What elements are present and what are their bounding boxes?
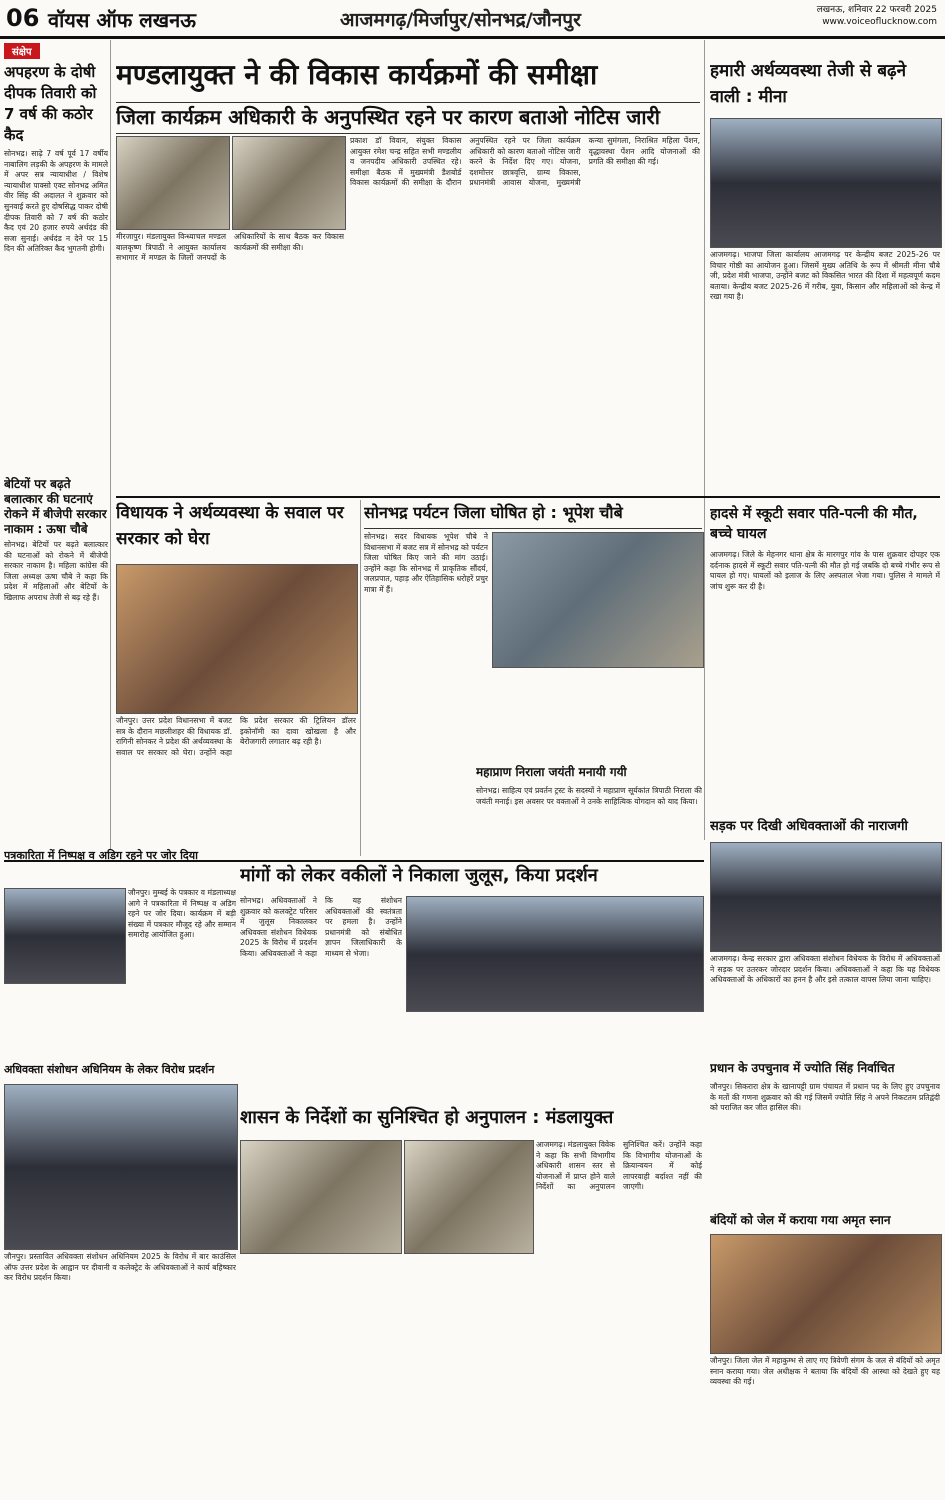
pradhan-body-box xyxy=(710,1082,940,1206)
right-top-body-box xyxy=(710,250,940,500)
brief2-body: सोनभद्र। बेटियों पर बढ़ते बलात्कार की घटनाओं को रोकने में बीजेपी सरकार नाकाम है। महिला कांग्रेस की जिला अध्यक्ष ऊषा चौबे ने कहा कि प्रदेश में महिलाओं और बेटियों के खिलाफ अपराध तेजी से बढ़ रहे हैं। xyxy=(4,540,108,602)
vidhayak-head xyxy=(116,500,356,560)
shasan-photo-1 xyxy=(240,1140,402,1254)
right-top-photo xyxy=(710,118,942,248)
lawyers-right-body: आजमगढ़। केन्द्र सरकार द्वारा अधिवक्ता संशोधन विधेयक के विरोध में अधिवक्ताओं ने सड़क पर उतरकर जोरदार प्रदर्शन किया। अधिवक्ताओं ने कहा कि यह विधेयक अधिवक्ताओं के अधिकारों का हनन है और इसे तत्काल वापस लिया जाना चाहिए। xyxy=(710,954,940,985)
lawyers-right-head xyxy=(710,816,940,840)
mahapran-body: सोनभद्र। साहित्य एवं प्रवर्तन ट्रस्ट के सदस्यों ने महाप्राण सूर्यकांत त्रिपाठी निराला की जयंती मनाई। इस अवसर पर वक्ताओं ने उनके साहित्यिक योगदान को याद किया। xyxy=(476,786,702,806)
jail-caption-box xyxy=(710,1356,940,1492)
advocates-head xyxy=(4,1060,236,1082)
lead-body-box xyxy=(350,136,700,492)
right-top-headline: हमारी अर्थव्यवस्था तेजी से बढ़ने वाली : मीना xyxy=(710,61,907,107)
accident-body: आजमगढ़। जिले के मेहनगर थाना क्षेत्र के मारगपुर गांव के पास शुक्रवार दोपहर एक दर्दनाक हादसे में स्कूटी सवार पति-पत्नी की मौत हो गई जबकि दो बच्चे गंभीर रूप से घायल हो गए। घायलों को इलाज के लिए अस्पताल भेजा गया। पुलिस ने मामले में जांच शुरू कर दी है। xyxy=(710,550,940,591)
lead-photo-2 xyxy=(232,136,346,230)
lawyers-right-body-box xyxy=(710,954,940,1054)
brief2-headline: बेटियों पर बढ़ते बलात्कार की घटनाएं रोकने में बीजेपी सरकार नाकाम : ऊषा चौबे xyxy=(4,477,107,536)
vidhayak-body-box xyxy=(116,716,356,856)
lead-photo-1 xyxy=(116,136,230,230)
masthead xyxy=(0,0,945,39)
right-top-body: आजमगढ़। भाजपा जिला कार्यालय आजमगढ़ पर केन्द्रीय बजट 2025-26 पर विचार गोष्ठी का आयोजन हुआ। जिसमें मुख्य अतिथि के रूप में श्रीमती मीना चौबे जी, प्रदेश मंत्री भाजपा, उन्होंने बजट को विकसित भारत की दिशा में महत्वपूर्ण कदम बताया। केन्द्रीय बजट 2025-26 में गरीब, युवा, किसान और महिलाओं को केन्द्र में रखा गया है। xyxy=(710,250,940,302)
brief-label: संक्षेप xyxy=(4,43,40,59)
website: www.voiceoflucknow.com xyxy=(822,17,937,27)
vidhayak-headline: विधायक ने अर्थव्यवस्था के सवाल पर सरकार को घेरा xyxy=(116,503,344,549)
mahapran-head xyxy=(476,762,702,784)
dateline xyxy=(817,4,937,28)
lawyers-right-photo xyxy=(710,842,942,952)
advocates-body-box xyxy=(4,1252,236,1492)
lead-headline-box xyxy=(116,56,700,96)
mahapran-headline: महाप्राण निराला जयंती मनायी गयी xyxy=(476,765,627,779)
protest-headline: मांगों को लेकर वकीलों ने निकाला जुलूस, किया प्रदर्शन xyxy=(240,865,598,886)
protest-body: सोनभद्र। अधिवक्ताओं ने शुक्रवार को कलक्ट्रेट परिसर में जुलूस निकालकर अधिवक्ता संशोधन विधेयक 2025 के विरोध में प्रदर्शन किया। अधिवक्ताओं ने कहा कि यह संशोधन अधिवक्ताओं की स्वतंत्रता पर हमला है। उन्होंने प्रधानमंत्री को संबोधित ज्ञापन जिलाधिकारी के माध्यम से भेजा। xyxy=(240,896,402,958)
mahapran-body-box xyxy=(476,786,702,856)
lead-subhead-box xyxy=(116,102,700,134)
date: लखनऊ, शनिवार 22 फरवरी 2025 xyxy=(816,5,937,15)
jail-caption: जौनपुर। जिला जेल में महाकुम्भ से लाए गए त्रिवेणी संगम के जल से बंदियों को अमृत स्नान कराया गया। जेल अधीक्षक ने बताया कि बंदियों की आस्था को देखते हुए यह व्यवस्था की गई। xyxy=(710,1356,940,1387)
brief3-body: जौनपुर। मुम्बई के पत्रकार व मंडलाध्यक्ष आगे ने पत्रकारिता में निष्पक्ष व अडिग रहने पर जोर दिया। कार्यक्रम में बड़ी संख्या में पत्रकार मौजूद रहे और सम्मान समारोह आयोजित हुआ। xyxy=(128,888,236,940)
sonbhadra-head xyxy=(364,500,702,529)
pradhan-head xyxy=(710,1058,940,1080)
brief3-body-box xyxy=(128,888,236,1056)
lawyers-right-headline: सड़क पर दिखी अधिवक्ताओं की नाराजगी xyxy=(710,819,908,834)
accident-headline: हादसे में स्कूटी सवार पति-पत्नी की मौत, बच्चे घायल xyxy=(710,506,918,542)
pradhan-body: जौनपुर। सिकरारा क्षेत्र के खानापट्टी ग्राम पंचायत में प्रधान पद के लिए हुए उपचुनाव के मतों की गणना शुक्रवार को की गई जिसमें ज्योति सिंह ने अपने निकटतम प्रतिद्वंदी को पराजित कर जीत हासिल की। xyxy=(710,1082,940,1113)
advocates-headline: अधिवक्ता संशोधन अधिनियम के लेकर विरोध प्रदर्शन xyxy=(4,1063,215,1076)
jail-photo xyxy=(710,1234,942,1354)
shasan-body: आजमगढ़। मंडलायुक्त विवेक ने कहा कि सभी विभागीय अधिकारी शासन स्तर से योजनाओं में प्राप्त होने वाले निर्देशों का अनुपालन सुनिश्चित करें। उन्होंने कहा कि विभागीय योजनाओं के क्रियान्वयन में कोई लापरवाही बर्दाश्त नहीं की जाएगी। xyxy=(536,1140,702,1192)
vidhayak-photo xyxy=(116,564,358,714)
shasan-photo-2 xyxy=(404,1140,534,1254)
accident-body-box xyxy=(710,550,940,812)
sonbhadra-photo xyxy=(492,532,704,668)
protest-head xyxy=(240,862,702,892)
accident-head xyxy=(710,504,940,548)
shasan-body-box xyxy=(536,1140,702,1492)
advocates-photo xyxy=(4,1084,238,1250)
paper-name: वॉयस ऑफ लखनऊ xyxy=(48,8,196,32)
brief3-photo xyxy=(4,888,126,984)
lead-caption: मीरजापुर। मंडलायुक्त विन्ध्याचल मण्डल बालकृष्ण त्रिपाठी ने आयुक्त कार्यालय सभागार में मण्डल के जिलों जनपदों के अधिकारियों के साथ बैठक कर विकास कार्यक्रमों की समीक्षा की। xyxy=(116,232,344,263)
sonbhadra-body-box xyxy=(364,532,488,756)
pradhan-headline: प्रधान के उपचुनाव में ज्योति सिंह निर्वाचित xyxy=(710,1061,895,1075)
brief3-headline: पत्रकारिता में निष्पक्ष व अडिग रहने पर जोर दिया xyxy=(4,849,198,862)
jail-headline: बंदियों को जेल में कराया गया अमृत स्नान xyxy=(710,1213,891,1227)
brief-headline: अपहरण के दोषी दीपक तिवारी को 7 वर्ष की कठोर कैद xyxy=(4,63,97,144)
right-top-head xyxy=(710,58,940,114)
lead-headline: मण्डलायुक्त ने की विकास कार्यक्रमों की समीक्षा xyxy=(116,58,598,91)
page-number: 06 xyxy=(6,4,40,32)
vidhayak-body: जौनपुर। उत्तर प्रदेश विधानसभा में बजट सत्र के दौरान मछलीशहर की विधायक डॉ. रागिनी सोनकर ने प्रदेश की अर्थव्यवस्था के सवाल पर सरकार को घेरा। उन्होंने कहा कि प्रदेश सरकार की ट्रिलियन डॉलर इकोनॉमी का दावा खोखला है और बेरोजगारी लगातार बढ़ रही है। xyxy=(116,716,356,757)
brief3-head xyxy=(4,848,236,866)
lead-caption-box xyxy=(116,232,344,492)
jail-head xyxy=(710,1210,940,1232)
brief-body: सोनभद्र। साढ़े 7 वर्ष पूर्व 17 वर्षीय नाबालिग लड़की के अपहरण के मामले में अपर सत्र न्यायाधीश / विशेष न्यायाधीश पाक्सो एक्ट सोनभद्र अमित वीर सिंह की अदालत ने शुक्रवार को सुनवाई करते हुए दोषसिद्ध पाकर दोषी दीपक तिवारी को 7 वर्ष की कठोर कैद एवं 20 हजार रुपये अर्थदंड की सजा सुनाई। अर्थदंड न देने पर 15 दिन की अतिरिक्त कैद भुगतनी होगी। xyxy=(4,149,108,254)
advocates-body: जौनपुर। प्रस्तावित अधिवक्ता संशोधन अधिनियम 2025 के विरोध में बार काउंसिल ऑफ उत्तर प्रदेश के आह्वान पर दीवानी व कलेक्ट्रेट के अधिवक्ताओं ने कार्य बहिष्कार कर विरोध प्रदर्शन किया। xyxy=(4,1252,236,1283)
shasan-head xyxy=(240,1104,702,1134)
sonbhadra-body: सोनभद्र। सदर विधायक भूपेश चौबे ने विधानसभा में बजट सत्र में सोनभद्र को पर्यटन जिला घोषित किए जाने की मांग उठाई। उन्होंने कहा कि सोनभद्र में प्राकृतिक सौंदर्य, जलप्रपात, पहाड़ और ऐतिहासिक धरोहरें प्रचुर मात्रा में हैं। xyxy=(364,532,488,594)
sonbhadra-headline: सोनभद्र पर्यटन जिला घोषित हो : भूपेश चौबे xyxy=(364,503,623,522)
lead-subheadline: जिला कार्यक्रम अधिकारी के अनुपस्थित रहने पर कारण बताओ नोटिस जारी xyxy=(116,105,660,129)
protest-body-box xyxy=(240,896,402,1100)
region-title: आजमगढ़/मिर्जापुर/सोनभद्र/जौनपुर xyxy=(340,9,581,31)
lead-body: प्रकाश डाॅ विवान, संयुक्त विकास आयुक्त रमेश चन्द्र सहित सभी मण्डलीय व जनपदीय अधिकारी उपस्थित रहे। समीक्षा बैठक में मुख्यमंत्री डैशबोर्ड विकास कार्यक्रमों की समीक्षा के दौरान अनुपस्थित रहने पर जिला कार्यक्रम अधिकारी को कारण बताओ नोटिस जारी करने के निर्देश दिए गए। योजना, दशमोत्तर छात्रवृत्ति, ग्राम्य विकास, प्रधानमंत्री आवास योजना, मुख्यमंत्री कन्या सुमंगला, निराश्रित महिला पेंशन, वृद्धावस्था पेंशन आदि योजनाओं की प्रगति की समीक्षा की गई। xyxy=(350,136,700,188)
protest-photo xyxy=(406,896,704,1012)
shasan-headline: शासन के निर्देशों का सुनिश्चित हो अनुपालन : मंडलायुक्त xyxy=(240,1107,614,1128)
